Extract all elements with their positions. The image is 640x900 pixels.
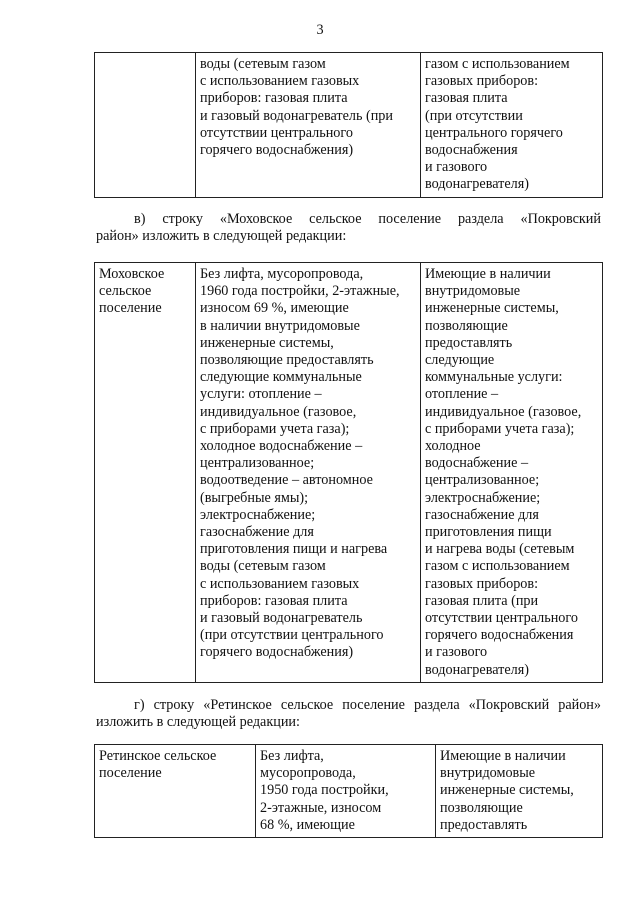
cell-text-line: 1960 года постройки, 2-этажные, <box>200 283 400 300</box>
cell-text-line: электроснабжение; <box>200 506 316 523</box>
cell-text-line: газовая плита (при <box>425 592 539 609</box>
cell-text-line: коммунальные услуги: <box>425 369 563 386</box>
cell-text-line: Имеющие в наличии <box>425 266 551 282</box>
cell-text-line: с использованием газовых <box>200 73 360 90</box>
cell-text-line: 1950 года постройки, <box>260 782 389 799</box>
paragraph-line: г) строку «Ретинское сельское поселение раздела «Покровский район» <box>134 697 601 713</box>
cell-text-line: холодное водоснабжение – <box>200 438 363 455</box>
cell-text-line: газовых приборов: <box>425 73 539 90</box>
page-number: 3 <box>316 22 324 38</box>
cell-text-line: позволяющие <box>425 317 508 334</box>
table-row <box>95 263 603 683</box>
cell-text-line: воды (сетевым газом <box>200 558 326 575</box>
utility-systems-cell <box>421 53 603 198</box>
settlement-cell <box>95 263 196 683</box>
cell-text-line: водонагревателя) <box>425 661 529 678</box>
cell-text-line: приготовления пищи <box>425 524 552 541</box>
table-moxovskoe <box>94 262 603 683</box>
cell-text-line: газоснабжение для <box>200 524 314 541</box>
cell-text-line: услуги: отопление – <box>200 386 322 403</box>
cell-text-line: отопление – <box>425 386 499 403</box>
cell-text-line: позволяющие <box>440 799 523 816</box>
building-description-cell <box>256 745 436 838</box>
cell-text-line: газовых приборов: <box>425 575 539 592</box>
cell-text-line: Без лифта, мусоропровода, <box>200 266 364 282</box>
cell-text-line: износом 69 %, имеющие <box>200 300 349 317</box>
cell-text-line: газоснабжение для <box>425 506 539 523</box>
paragraph-retinskoe <box>96 697 601 731</box>
cell-text-line: отсутствии центрального <box>425 610 578 627</box>
cell-text-line: внутридомовые <box>425 283 521 300</box>
cell-text-line: мусоропровода, <box>260 765 356 782</box>
settlement-cell <box>95 53 196 198</box>
utility-systems-cell <box>421 263 603 683</box>
cell-text-line: Моховское <box>99 266 165 282</box>
cell-text-line: индивидуальное (газовое, <box>425 403 582 420</box>
cell-text-line: приготовления пищи и нагрева <box>200 541 388 558</box>
cell-text-line: поселение <box>99 300 162 317</box>
paragraph-line: изложить в следующей редакции: <box>96 714 300 731</box>
cell-text-line: следующие коммунальные <box>200 369 362 386</box>
cell-text-line: электроснабжение; <box>425 489 541 506</box>
cell-text-line: 2-этажные, износом <box>260 799 382 816</box>
cell-text-line: сельское <box>99 283 152 300</box>
cell-text-line: водоснабжение – <box>425 455 529 472</box>
table-retinskoe <box>94 744 603 838</box>
cell-text-line: приборов: газовая плита <box>200 592 348 609</box>
cell-text-line: предоставлять <box>440 816 528 833</box>
cell-text-line: и газового <box>425 644 488 661</box>
cell-text-line: с использованием газовых <box>200 575 360 592</box>
cell-text-line: централизованное; <box>425 472 540 489</box>
cell-text-line: 68 %, имеющие <box>260 816 355 833</box>
cell-text-line: и газовый водонагреватель <box>200 610 363 627</box>
cell-text-line: горячего водоснабжения <box>425 627 574 644</box>
cell-text-line: позволяющие предоставлять <box>200 352 374 369</box>
cell-text-line: поселение <box>99 765 162 782</box>
cell-text-line: (выгребные ямы); <box>200 489 309 506</box>
cell-text-line: инженерные системы, <box>425 300 559 317</box>
cell-text-line: воды (сетевым газом <box>200 56 326 72</box>
paragraph-line: район» изложить в следующей редакции: <box>96 228 347 245</box>
cell-text-line: водоснабжения <box>425 142 518 159</box>
cell-text-line: газом с использованием <box>425 56 570 72</box>
cell-text-line: (при отсутствии центрального <box>200 627 384 644</box>
paragraph-moxovskoe <box>96 211 601 245</box>
cell-text-line: Без лифта, <box>260 748 324 764</box>
cell-text-line: централизованное; <box>200 455 315 472</box>
building-description-cell <box>196 263 421 683</box>
cell-text-line: предоставлять <box>425 334 513 351</box>
cell-text-line: газовая плита <box>425 90 508 107</box>
cell-text-line: отсутствии центрального <box>200 124 353 141</box>
cell-text-line: горячего водоснабжения) <box>200 142 354 159</box>
cell-text-line: инженерные системы, <box>200 334 334 351</box>
settlement-cell <box>95 745 256 838</box>
cell-text-line: с приборами учета газа); <box>200 420 350 437</box>
cell-text-line: горячего водоснабжения) <box>200 644 354 661</box>
cell-text-line: в наличии внутридомовые <box>200 317 360 334</box>
utility-systems-cell <box>436 745 603 838</box>
cell-text-line: Ретинское сельское <box>99 748 217 764</box>
cell-text-line: внутридомовые <box>440 765 536 782</box>
table-row <box>95 745 603 838</box>
cell-text-line: (при отсутствии <box>425 107 523 124</box>
cell-text-line: водонагревателя) <box>425 176 529 193</box>
cell-text-line: Имеющие в наличии <box>440 748 566 764</box>
paragraph-line: в) строку «Моховское сельское поселение раздела «Покровский <box>134 211 601 227</box>
cell-text-line: и газового <box>425 159 488 176</box>
cell-text-line: газом с использованием <box>425 558 570 575</box>
cell-text-line: инженерные системы, <box>440 782 574 799</box>
cell-text-line: холодное <box>425 438 481 455</box>
table-continuation <box>94 52 603 198</box>
cell-text-line: следующие <box>425 352 495 369</box>
cell-text-line: центрального горячего <box>425 124 563 141</box>
cell-text-line: с приборами учета газа); <box>425 420 575 437</box>
cell-text-line: индивидуальное (газовое, <box>200 403 357 420</box>
cell-text-line: водоотведение – автономное <box>200 472 373 489</box>
table-row <box>95 53 603 198</box>
cell-text-line: приборов: газовая плита <box>200 90 348 107</box>
building-description-cell <box>196 53 421 198</box>
cell-text-line: и нагрева воды (сетевым <box>425 541 575 558</box>
cell-text-line: и газовый водонагреватель (при <box>200 107 393 124</box>
